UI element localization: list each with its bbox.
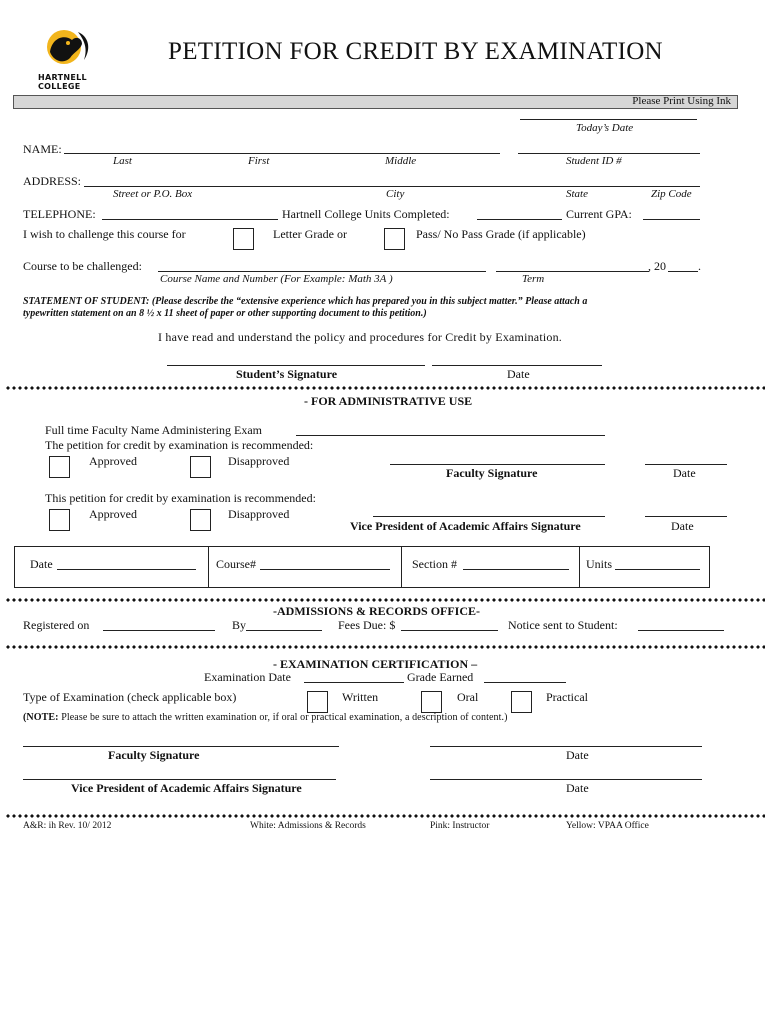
- footer-white-copy: White: Admissions & Records: [250, 821, 366, 831]
- logo-text: HARTNELL COLLEGE: [38, 73, 87, 91]
- units-cell-line[interactable]: [615, 569, 700, 570]
- address-field[interactable]: [84, 186, 700, 187]
- exam-date-label: Examination Date: [204, 670, 291, 684]
- date-cell-line[interactable]: [57, 569, 196, 570]
- vp-date-line-1[interactable]: [645, 516, 727, 517]
- student-signature-label: Student’s Signature: [236, 367, 338, 381]
- by-label: By: [232, 618, 247, 632]
- oral-checkbox[interactable]: [421, 691, 442, 713]
- student-signature-line[interactable]: [167, 365, 425, 366]
- address-label: ADDRESS:: [23, 174, 82, 188]
- footer-pink-copy: Pink: Instructor: [430, 821, 490, 831]
- date-cell-label: Date: [30, 557, 53, 571]
- admin-heading: - FOR ADMINISTRATIVE USE: [304, 394, 473, 408]
- exam-faculty-signature-label: Faculty Signature: [108, 748, 200, 762]
- exam-cert-heading: - EXAMINATION CERTIFICATION –: [273, 657, 478, 671]
- footer-revision: A&R: ih Rev. 10/ 2012: [23, 821, 112, 831]
- recommended-text-2: This petition for credit by examination is recommended:: [45, 491, 316, 505]
- statement-line-1: STATEMENT OF STUDENT: (Please describe the “extensive experience which has prepared you in this subject matter.” Please attach a: [23, 296, 588, 307]
- course-label: Course to be challenged:: [23, 259, 142, 273]
- approved-label-1: Approved: [89, 454, 137, 468]
- city-label: City: [386, 188, 405, 200]
- challenge-text: I wish to challenge this course for: [23, 227, 186, 241]
- exam-vp-signature-label: Vice President of Academic Affairs Signature: [71, 781, 302, 795]
- disapproved-checkbox-2[interactable]: [190, 509, 211, 531]
- section-cell-label: Section #: [412, 557, 457, 571]
- student-date-line[interactable]: [432, 365, 602, 366]
- year-prefix: , 20: [648, 259, 666, 273]
- course-units-table: [14, 546, 710, 588]
- first-label: First: [248, 155, 270, 167]
- term-label: Term: [522, 273, 545, 285]
- practical-checkbox[interactable]: [511, 691, 532, 713]
- todays-date-line[interactable]: [520, 119, 697, 120]
- pass-no-pass-checkbox[interactable]: [384, 228, 405, 250]
- written-label: Written: [342, 690, 379, 704]
- exam-faculty-signature-line[interactable]: [23, 746, 339, 747]
- policy-text: I have read and understand the policy and procedures for Credit by Examination.: [158, 330, 563, 344]
- panther-logo-icon: [38, 28, 94, 68]
- course-cell[interactable]: [208, 547, 402, 587]
- vp-signature-label-1: Vice President of Academic Affairs Signature: [350, 519, 581, 533]
- faculty-name-field[interactable]: [296, 435, 605, 436]
- section-divider: [5, 645, 765, 649]
- exam-vp-signature-line[interactable]: [23, 779, 336, 780]
- section-divider: [5, 386, 765, 390]
- section-cell[interactable]: [401, 547, 580, 587]
- faculty-signature-line-1[interactable]: [390, 464, 605, 465]
- course-field[interactable]: [158, 271, 486, 272]
- telephone-label: TELEPHONE:: [23, 207, 96, 221]
- exam-type-label: Type of Examination (check applicable box): [23, 690, 237, 704]
- term-field[interactable]: [496, 271, 649, 272]
- print-notice-bar: [13, 95, 738, 109]
- recommended-text-1: The petition for credit by examination is recommended:: [45, 438, 314, 452]
- year-period: .: [698, 259, 701, 273]
- fees-due-field[interactable]: [401, 630, 498, 631]
- faculty-date-label-1: Date: [673, 466, 696, 480]
- oral-label: Oral: [457, 690, 479, 704]
- approved-label-2: Approved: [89, 507, 137, 521]
- exam-vp-date-label: Date: [566, 781, 589, 795]
- course-cell-line[interactable]: [260, 569, 390, 570]
- pass-no-pass-label: Pass/ No Pass Grade (if applicable): [416, 227, 586, 241]
- fees-due-label: Fees Due: $: [338, 618, 396, 632]
- student-id-label: Student ID #: [566, 155, 622, 167]
- middle-label: Middle: [385, 155, 417, 167]
- street-label: Street or P.O. Box: [113, 188, 193, 200]
- practical-label: Practical: [546, 690, 588, 704]
- name-field[interactable]: [64, 153, 500, 154]
- units-cell-label: Units: [586, 557, 613, 571]
- units-completed-field[interactable]: [477, 219, 562, 220]
- section-divider: [5, 814, 765, 818]
- grade-earned-label: Grade Earned: [407, 670, 474, 684]
- name-label: NAME:: [23, 142, 62, 156]
- statement-line-2: typewritten statement on an 8 ½ x 11 sheet of paper or other supporting document to this petition.): [23, 308, 427, 319]
- notice-sent-label: Notice sent to Student:: [508, 618, 618, 632]
- vp-date-label-1: Date: [671, 519, 694, 533]
- todays-date-label: Today’s Date: [576, 122, 634, 134]
- units-cell[interactable]: [579, 547, 709, 587]
- zip-label: Zip Code: [651, 188, 692, 200]
- units-completed-label: Hartnell College Units Completed:: [282, 207, 450, 221]
- exam-date-field[interactable]: [304, 682, 404, 683]
- exam-note-text: Please be sure to attach the written examination or, if oral or practical examination, a description of content.): [58, 712, 508, 723]
- notice-sent-field[interactable]: [638, 630, 724, 631]
- student-id-field[interactable]: [518, 153, 700, 154]
- letter-grade-label: Letter Grade or: [273, 227, 347, 241]
- section-cell-line[interactable]: [463, 569, 569, 570]
- exam-note-bold: (NOTE:: [23, 712, 59, 723]
- disapproved-checkbox-1[interactable]: [190, 456, 211, 478]
- disapproved-label-1: Disapproved: [228, 454, 290, 468]
- exam-note: [23, 712, 508, 723]
- student-date-label: Date: [507, 367, 530, 381]
- exam-faculty-date-line[interactable]: [430, 746, 702, 747]
- grade-earned-field[interactable]: [484, 682, 566, 683]
- written-checkbox[interactable]: [307, 691, 328, 713]
- approved-checkbox-2[interactable]: [49, 509, 70, 531]
- vp-signature-line-1[interactable]: [373, 516, 605, 517]
- course-hint: Course Name and Number (For Example: Math 3A ): [160, 273, 393, 285]
- current-gpa-field[interactable]: [643, 219, 700, 220]
- print-notice: Please Print Using Ink: [632, 95, 731, 107]
- state-label: State: [566, 188, 588, 200]
- admissions-heading: -ADMISSIONS & RECORDS OFFICE-: [273, 604, 481, 618]
- approved-checkbox-1[interactable]: [49, 456, 70, 478]
- faculty-name-label: Full time Faculty Name Administering Exam: [45, 423, 262, 437]
- current-gpa-label: Current GPA:: [566, 207, 632, 221]
- telephone-field[interactable]: [102, 219, 278, 220]
- by-field[interactable]: [246, 630, 322, 631]
- faculty-date-line-1[interactable]: [645, 464, 727, 465]
- section-divider: [5, 598, 765, 602]
- last-label: Last: [113, 155, 132, 167]
- college-logo: [38, 28, 94, 90]
- disapproved-label-2: Disapproved: [228, 507, 290, 521]
- exam-vp-date-line[interactable]: [430, 779, 702, 780]
- date-cell[interactable]: [15, 547, 209, 587]
- registered-on-label: Registered on: [23, 618, 90, 632]
- form-title: PETITION FOR CREDIT BY EXAMINATION: [168, 38, 663, 65]
- footer-yellow-copy: Yellow: VPAA Office: [566, 821, 649, 831]
- year-field[interactable]: [668, 271, 698, 272]
- registered-on-field[interactable]: [103, 630, 215, 631]
- faculty-signature-label-1: Faculty Signature: [446, 466, 538, 480]
- letter-grade-checkbox[interactable]: [233, 228, 254, 250]
- course-cell-label: Course#: [216, 557, 256, 571]
- exam-faculty-date-label: Date: [566, 748, 589, 762]
